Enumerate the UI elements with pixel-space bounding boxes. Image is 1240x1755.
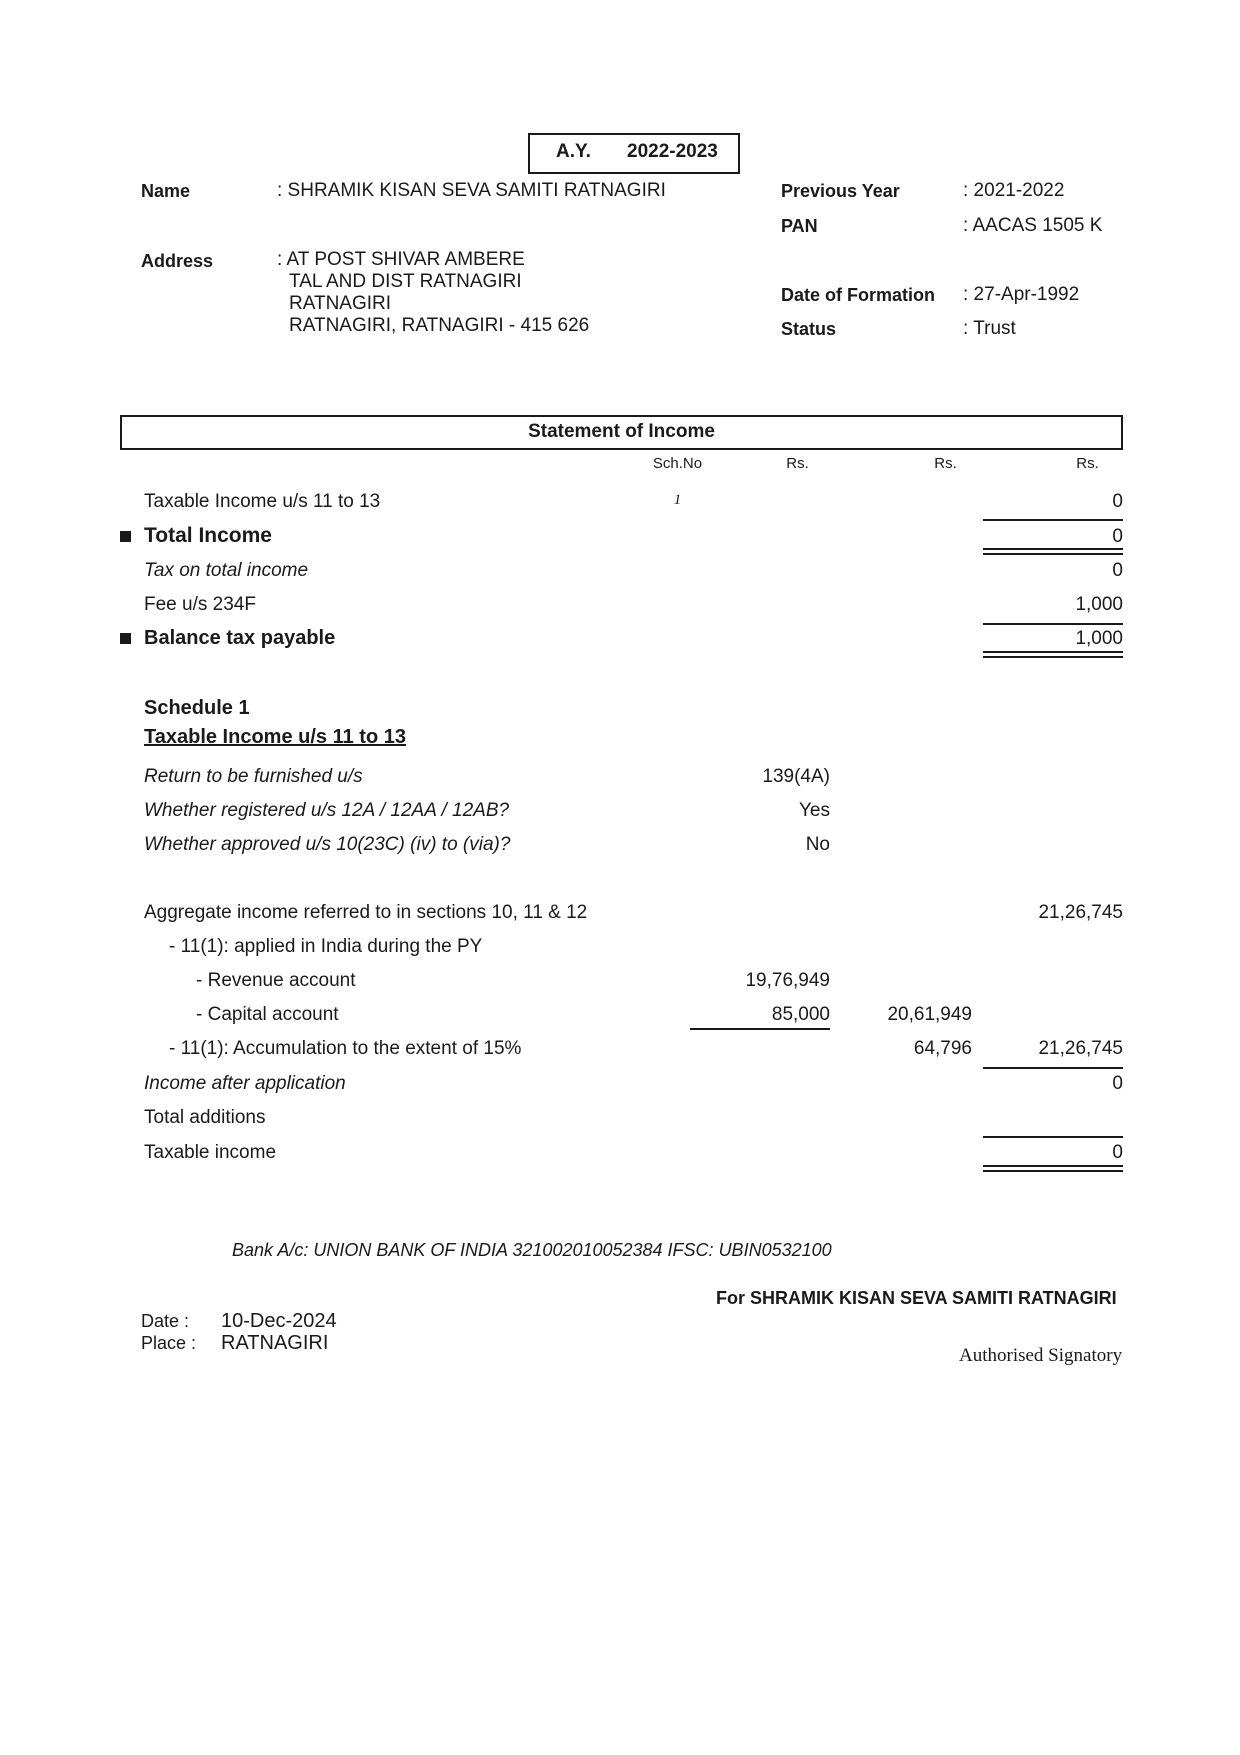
fee-234f-value: 1,000 — [1075, 594, 1123, 615]
schedule-heading: Schedule 1 — [144, 697, 250, 719]
place-label: Place : — [141, 1333, 197, 1353]
date-of-formation-value: : 27-Apr-1992 — [963, 284, 1080, 305]
tax-on-total-income-value: 0 — [1112, 560, 1123, 581]
balance-tax-bullet — [120, 633, 131, 644]
final-taxable-income-label: Taxable income — [144, 1142, 277, 1163]
registered-12a-value: Yes — [799, 800, 830, 821]
total-income-label: Total Income — [144, 524, 272, 547]
schedule-number: 1 — [673, 492, 682, 508]
address-line-2: TAL AND DIST RATNAGIRI — [289, 271, 522, 292]
column-header-rs-2: Rs. — [934, 455, 957, 472]
total-additions-label: Total additions — [144, 1107, 266, 1128]
revenue-account-label: - Revenue account — [196, 970, 356, 991]
accumulation-value: 64,796 — [913, 1038, 972, 1059]
revenue-account-value: 19,76,949 — [745, 970, 830, 991]
fee-234f-label: Fee u/s 234F — [144, 594, 256, 615]
taxable-income-top-rule — [983, 1136, 1123, 1138]
pan-label: PAN — [781, 216, 818, 236]
statement-title: Statement of Income — [528, 421, 715, 442]
address-line-4: RATNAGIRI, RATNAGIRI - 415 626 — [289, 315, 590, 336]
bank-details: Bank A/c: UNION BANK OF INDIA 321002010052384 IFSC: UBIN0532100 — [232, 1240, 832, 1260]
place-value: RATNAGIRI — [221, 1332, 329, 1354]
accumulation-label: - 11(1): Accumulation to the extent of 15% — [169, 1038, 522, 1059]
aggregate-income-value: 21,26,745 — [1038, 902, 1123, 923]
taxable-income-value: 0 — [1112, 491, 1123, 512]
income-after-application-rule — [983, 1067, 1123, 1069]
column-header-sch-no: Sch.No — [652, 455, 703, 472]
previous-year-value: : 2021-2022 — [963, 180, 1065, 201]
capital-account-label: - Capital account — [196, 1004, 339, 1025]
applied-total-value: 20,61,949 — [887, 1004, 972, 1025]
final-taxable-income-value: 0 — [1112, 1142, 1123, 1163]
capital-account-rule — [690, 1028, 830, 1030]
pan-value: : AACAS 1505 K — [963, 215, 1103, 236]
previous-year-label: Previous Year — [781, 181, 900, 201]
date-value: 10-Dec-2024 — [221, 1310, 337, 1332]
name-value: : SHRAMIK KISAN SEVA SAMITI RATNAGIRI — [277, 180, 666, 201]
balance-tax-double-rule — [983, 651, 1123, 658]
income-after-application-value: 0 — [1112, 1073, 1123, 1094]
taxable-income-double-rule — [983, 1165, 1123, 1172]
address-line-3: RATNAGIRI — [289, 293, 392, 314]
approved-10-23c-value: No — [805, 834, 830, 855]
date-label: Date : — [141, 1311, 190, 1331]
approved-10-23c-label: Whether approved u/s 10(23C) (iv) to (via)? — [144, 834, 511, 855]
name-label: Name — [141, 181, 191, 201]
column-header-rs-1: Rs. — [786, 455, 809, 472]
taxable-income-label: Taxable Income u/s 11 to 13 — [144, 491, 381, 512]
status-label: Status — [781, 319, 837, 339]
date-of-formation-label: Date of Formation — [781, 285, 936, 305]
applied-india-label: - 11(1): applied in India during the PY — [169, 936, 483, 957]
total-income-top-rule — [983, 519, 1123, 521]
tax-on-total-income-label: Tax on total income — [144, 560, 309, 581]
for-organisation-line: For SHRAMIK KISAN SEVA SAMITI RATNAGIRI — [716, 1288, 1117, 1308]
total-income-value: 0 — [1112, 526, 1123, 547]
address-label: Address — [141, 251, 214, 271]
authorised-signatory: Authorised Signatory — [959, 1345, 1123, 1366]
status-value: : Trust — [963, 318, 1016, 339]
return-furnished-value: 139(4A) — [762, 766, 830, 787]
balance-tax-payable-label: Balance tax payable — [144, 627, 336, 649]
balance-tax-payable-value: 1,000 — [1075, 628, 1123, 649]
total-income-bullet — [120, 531, 131, 542]
balance-tax-top-rule — [983, 623, 1123, 625]
return-furnished-label: Return to be furnished u/s — [144, 766, 363, 787]
accumulation-total-value: 21,26,745 — [1038, 1038, 1123, 1059]
total-income-double-rule — [983, 548, 1123, 555]
registered-12a-label: Whether registered u/s 12A / 12AA / 12AB? — [144, 800, 510, 821]
schedule-subheading: Taxable Income u/s 11 to 13 — [144, 726, 406, 748]
address-line-1: : AT POST SHIVAR AMBERE — [277, 249, 525, 270]
ay-label: A.Y. — [556, 141, 591, 162]
column-header-rs-3: Rs. — [1076, 455, 1099, 472]
ay-value: 2022-2023 — [627, 141, 718, 162]
capital-account-value: 85,000 — [771, 1004, 830, 1025]
aggregate-income-label: Aggregate income referred to in sections 10, 11 & 12 — [144, 902, 588, 923]
income-after-application-label: Income after application — [144, 1073, 346, 1094]
